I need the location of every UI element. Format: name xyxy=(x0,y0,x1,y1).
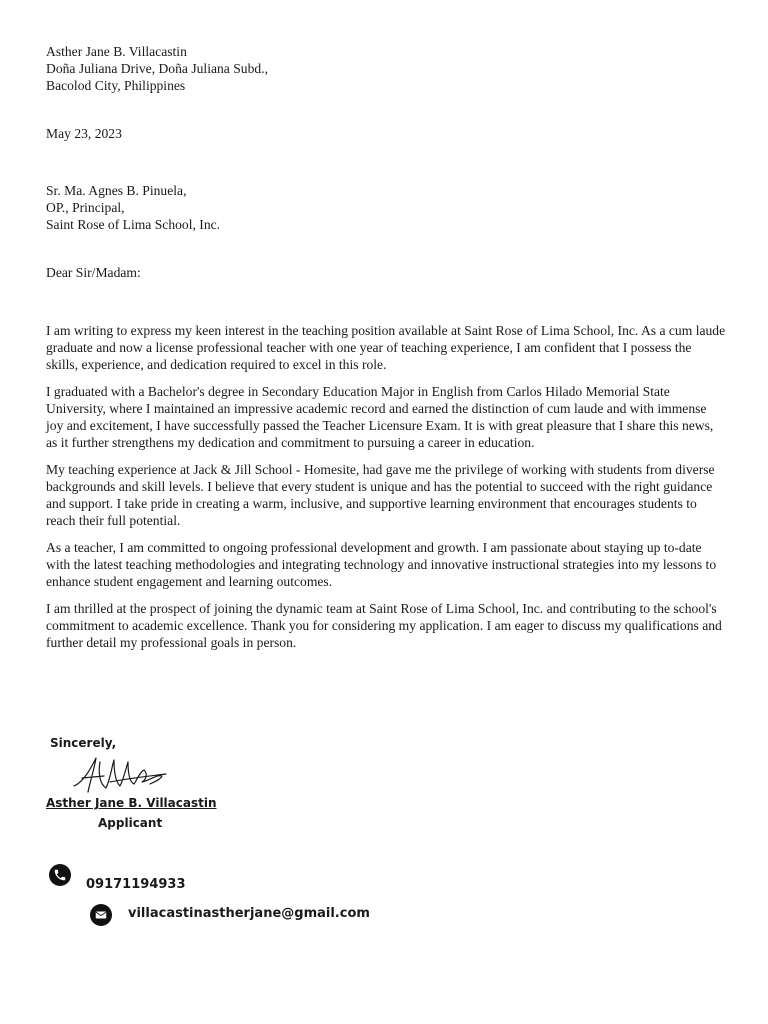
letter-body xyxy=(46,322,726,661)
salutation: Dear Sir/Madam: xyxy=(46,265,141,280)
signer-title: Applicant xyxy=(98,816,163,830)
body-paragraph-5: I am thrilled at the prospect of joining the dynamic team at Saint Rose of Lima School, Inc. and contributing to the school's commitment to academic excellence. Thank you for considering my application. I am eager to discuss my qualifications and further detail my professional goals in person. xyxy=(46,601,722,650)
recipient-address xyxy=(46,182,726,233)
recipient-title: OP., Principal, xyxy=(46,200,125,215)
valediction: Sincerely, xyxy=(50,736,117,750)
sender-address xyxy=(46,43,726,94)
body-paragraph-3: My teaching experience at Jack & Jill School - Homesite, had gave me the privilege of working with students from diverse backgrounds and skill levels. I believe that every student is unique and has the potential to succeed with the right guidance and support. I take pride in creating a warm, inclusive, and supportive learning environment that encourages students to reach their full potential. xyxy=(46,462,715,528)
phone-number: 09171194933 xyxy=(86,877,186,892)
email-address: villacastinastherjane@gmail.com xyxy=(128,906,370,921)
recipient-school: Saint Rose of Lima School, Inc. xyxy=(46,217,221,232)
letter-date: May 23, 2023 xyxy=(46,126,122,141)
envelope-icon xyxy=(90,904,112,926)
body-paragraph-2: I graduated with a Bachelor's degree in Secondary Education Major in English from Carlos Hilado Memorial State University, where I maintained an impressive academic record and earned the distinction of cum laude and with immense joy and excitement, I have successfully passed the Teacher Licensure Exam. It is with great pleasure that I share this news, as it further strengthens my dedication and commitment to pursuing a career in education. xyxy=(46,384,714,450)
body-paragraph-1: I am writing to express my keen interest in the teaching position available at Saint Rose of Lima School, Inc. As a cum laude graduate and now a license professional teacher with one year of teaching experience, I am confident that I possess the skills, experience, and dedication required to excel in this role. xyxy=(46,323,726,372)
sender-city: Bacolod City, Philippines xyxy=(46,78,186,93)
phone-icon xyxy=(49,864,71,886)
signer-name: Asther Jane B. Villacastin xyxy=(46,796,217,810)
handwritten-signature xyxy=(70,752,170,800)
recipient-name: Sr. Ma. Agnes B. Pinuela, xyxy=(46,183,187,198)
sender-name: Asther Jane B. Villacastin xyxy=(46,44,187,59)
sender-street: Doña Juliana Drive, Doña Juliana Subd., xyxy=(46,61,268,76)
body-paragraph-4: As a teacher, I am committed to ongoing professional development and growth. I am passionate about staying up to-date with the latest teaching methodologies and integrating technology and innovative instructional strategies into my lessons to enhance student engagement and learning outcomes. xyxy=(46,540,717,589)
